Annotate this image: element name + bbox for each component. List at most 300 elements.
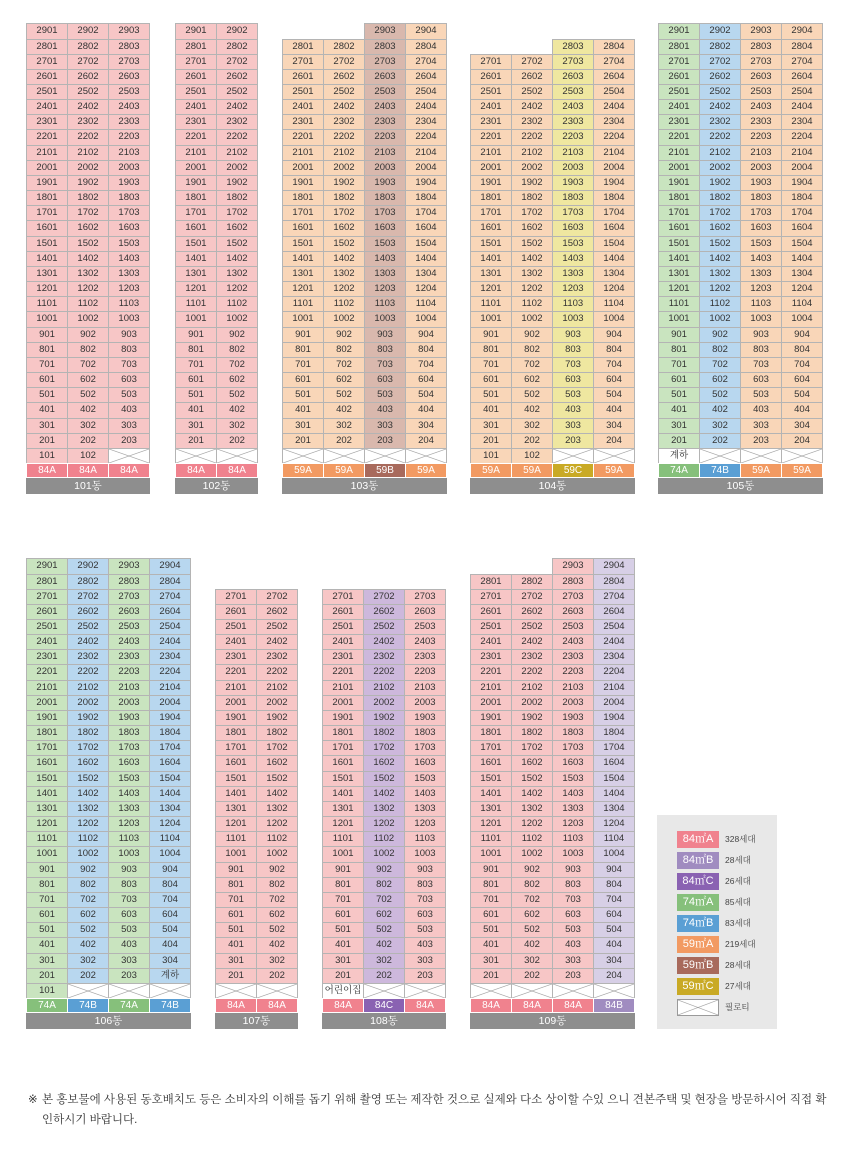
unit-cell: 802 — [67, 342, 109, 358]
unit-cell: 503 — [404, 922, 446, 938]
unit-cell: 1904 — [405, 175, 447, 191]
unit-cell: 1404 — [405, 251, 447, 267]
unit-cell: 403 — [552, 402, 594, 418]
unit-cell: 1701 — [282, 205, 324, 221]
unit-cell: 704 — [149, 892, 191, 908]
unit-cell: 403 — [552, 937, 594, 953]
unit-cell: 1803 — [552, 190, 594, 206]
unit-cell: 2501 — [26, 84, 68, 100]
unit-cell: 1202 — [67, 281, 109, 297]
unit-cell: 504 — [781, 387, 823, 403]
unit-cell: 2604 — [593, 604, 635, 620]
unit-cell: 2304 — [593, 114, 635, 130]
unit-cell: 2702 — [216, 54, 258, 70]
unit-cell: 2201 — [470, 664, 512, 680]
unit-cell: 2203 — [108, 129, 150, 145]
unit-cell: 1202 — [511, 816, 553, 832]
building-label: 109동 — [470, 1013, 635, 1029]
unit-cell: 904 — [593, 327, 635, 343]
unit-cell: 1702 — [67, 740, 109, 756]
unit-cell: 2302 — [216, 114, 258, 130]
unit-cell: 704 — [405, 357, 447, 373]
unit-cell: 2102 — [511, 680, 553, 696]
unit-cell: 2902 — [216, 23, 258, 39]
unit-cell: 2303 — [364, 114, 406, 130]
unit-cell: 2202 — [216, 129, 258, 145]
unit-cell: 2703 — [108, 54, 150, 70]
unit-cell: 703 — [404, 892, 446, 908]
unit-cell: 1101 — [26, 831, 68, 847]
unit-cell: 2301 — [282, 114, 324, 130]
unit-cell: 1704 — [149, 740, 191, 756]
unit-cell: 1703 — [108, 205, 150, 221]
unit-cell: 1903 — [740, 175, 782, 191]
unit-cell: 1101 — [658, 296, 700, 312]
unit-cell: 1602 — [511, 220, 553, 236]
unit-cell: 1504 — [593, 771, 635, 787]
unit-cell: 603 — [108, 372, 150, 388]
unit-cell: 2802 — [323, 39, 365, 55]
unit-cell: 1202 — [363, 816, 405, 832]
unit-cell: 2603 — [740, 69, 782, 85]
unit-cell: 2202 — [363, 664, 405, 680]
unit-cell: 2401 — [26, 634, 68, 650]
unit-cell: 2503 — [404, 619, 446, 635]
type-tag: 84A — [322, 998, 364, 1013]
piloti-cell — [363, 983, 405, 999]
unit-cell: 1003 — [364, 311, 406, 327]
unit-cell: 2703 — [404, 589, 446, 605]
unit-cell: 2703 — [552, 54, 594, 70]
unit-cell: 502 — [216, 387, 258, 403]
unit-cell: 801 — [322, 877, 364, 893]
unit-cell: 701 — [470, 892, 512, 908]
unit-cell: 301 — [470, 418, 512, 434]
unit-cell: 1002 — [323, 311, 365, 327]
unit-cell: 2301 — [322, 649, 364, 665]
type-tag: 84A — [552, 998, 594, 1013]
unit-cell: 302 — [699, 418, 741, 434]
unit-cell: 1604 — [781, 220, 823, 236]
unit-cell: 1601 — [282, 220, 324, 236]
unit-cell: 1803 — [404, 725, 446, 741]
type-tag: 74A — [108, 998, 150, 1013]
unit-cell: 2101 — [26, 680, 68, 696]
unit-cell: 203 — [364, 433, 406, 449]
unit-cell: 1703 — [108, 740, 150, 756]
unit-cell: 2601 — [658, 69, 700, 85]
unit-cell: 2102 — [67, 145, 109, 161]
unit-cell: 2601 — [470, 604, 512, 620]
unit-cell: 2102 — [323, 145, 365, 161]
unit-cell: 계하 — [658, 448, 700, 464]
unit-cell: 2701 — [470, 54, 512, 70]
unit-cell: 1902 — [67, 175, 109, 191]
unit-cell: 2303 — [108, 649, 150, 665]
unit-cell: 1702 — [363, 740, 405, 756]
unit-cell: 902 — [699, 327, 741, 343]
unit-cell: 1503 — [404, 771, 446, 787]
building-label: 108동 — [322, 1013, 446, 1029]
unit-cell: 1102 — [67, 831, 109, 847]
unit-cell: 2401 — [658, 99, 700, 115]
unit-cell: 1504 — [781, 236, 823, 252]
unit-cell: 2002 — [67, 160, 109, 176]
unit-cell: 502 — [67, 387, 109, 403]
unit-cell: 803 — [404, 877, 446, 893]
unit-cell: 502 — [511, 387, 553, 403]
unit-cell: 2003 — [108, 160, 150, 176]
unit-cell: 1101 — [470, 296, 512, 312]
unit-cell: 401 — [658, 402, 700, 418]
unit-cell: 601 — [658, 372, 700, 388]
unit-cell: 2203 — [552, 129, 594, 145]
unit-cell: 2403 — [552, 634, 594, 650]
legend-swatch: 59㎡B — [677, 957, 719, 974]
unit-cell: 2103 — [364, 145, 406, 161]
unit-cell: 1804 — [781, 190, 823, 206]
unit-cell: 2001 — [322, 695, 364, 711]
unit-cell: 402 — [67, 937, 109, 953]
unit-cell: 1501 — [658, 236, 700, 252]
unit-cell: 2204 — [149, 664, 191, 680]
unit-cell: 2102 — [256, 680, 298, 696]
unit-cell: 1403 — [364, 251, 406, 267]
unit-cell: 102 — [67, 448, 109, 464]
unit-cell: 2303 — [552, 114, 594, 130]
unit-cell: 2804 — [593, 39, 635, 55]
unit-cell: 201 — [282, 433, 324, 449]
unit-cell: 1901 — [322, 710, 364, 726]
unit-cell: 1101 — [470, 831, 512, 847]
unit-cell: 1802 — [256, 725, 298, 741]
unit-cell: 1004 — [405, 311, 447, 327]
unit-cell: 404 — [593, 402, 635, 418]
unit-cell: 901 — [658, 327, 700, 343]
unit-cell: 2001 — [175, 160, 217, 176]
unit-cell: 1603 — [552, 755, 594, 771]
unit-cell: 1901 — [175, 175, 217, 191]
unit-cell: 1601 — [322, 755, 364, 771]
unit-cell: 1201 — [26, 281, 68, 297]
unit-cell: 2104 — [149, 680, 191, 696]
unit-cell: 1901 — [470, 175, 512, 191]
unit-cell: 2004 — [593, 695, 635, 711]
unit-cell: 1801 — [658, 190, 700, 206]
unit-cell: 702 — [256, 892, 298, 908]
unit-cell: 2302 — [323, 114, 365, 130]
unit-cell: 1401 — [658, 251, 700, 267]
unit-cell: 2402 — [511, 634, 553, 650]
unit-cell: 1301 — [470, 266, 512, 282]
unit-cell: 903 — [108, 862, 150, 878]
notice-mark: ※ — [28, 1094, 38, 1106]
unit-cell: 2401 — [470, 99, 512, 115]
unit-cell: 203 — [108, 968, 150, 984]
unit-cell: 2401 — [26, 99, 68, 115]
unit-cell: 502 — [256, 922, 298, 938]
unit-cell: 1802 — [699, 190, 741, 206]
unit-cell: 804 — [781, 342, 823, 358]
unit-cell: 901 — [26, 327, 68, 343]
legend-swatch: 84㎡A — [677, 831, 719, 848]
unit-cell: 1301 — [175, 266, 217, 282]
unit-cell: 1302 — [323, 266, 365, 282]
piloti-cell — [404, 983, 446, 999]
unit-cell: 2502 — [323, 84, 365, 100]
unit-cell: 2602 — [216, 69, 258, 85]
unit-cell: 702 — [67, 357, 109, 373]
unit-cell: 502 — [323, 387, 365, 403]
unit-cell: 2704 — [149, 589, 191, 605]
unit-cell: 2802 — [699, 39, 741, 55]
unit-cell: 2902 — [67, 558, 109, 574]
legend-count: 219세대 — [725, 939, 756, 949]
unit-cell: 2604 — [405, 69, 447, 85]
unit-cell: 304 — [405, 418, 447, 434]
unit-cell: 2302 — [511, 649, 553, 665]
unit-cell: 704 — [593, 357, 635, 373]
unit-cell: 2702 — [699, 54, 741, 70]
unit-cell: 303 — [552, 953, 594, 969]
unit-cell: 601 — [215, 907, 257, 923]
unit-cell: 2303 — [108, 114, 150, 130]
unit-cell: 2703 — [364, 54, 406, 70]
piloti-cell — [552, 983, 594, 999]
unit-cell: 404 — [593, 937, 635, 953]
unit-cell: 702 — [699, 357, 741, 373]
unit-cell: 1101 — [282, 296, 324, 312]
unit-cell: 502 — [699, 387, 741, 403]
unit-cell: 2803 — [552, 39, 594, 55]
unit-cell: 2103 — [108, 680, 150, 696]
unit-cell: 601 — [26, 907, 68, 923]
unit-cell: 1001 — [26, 846, 68, 862]
unit-cell: 2201 — [658, 129, 700, 145]
unit-cell: 2204 — [593, 664, 635, 680]
legend-piloti-swatch — [677, 999, 719, 1016]
unit-cell: 1902 — [511, 175, 553, 191]
unit-cell: 1001 — [282, 311, 324, 327]
unit-cell: 2201 — [470, 129, 512, 145]
unit-cell: 1203 — [364, 281, 406, 297]
unit-cell: 1602 — [67, 755, 109, 771]
unit-cell: 1801 — [470, 190, 512, 206]
unit-cell: 1201 — [26, 816, 68, 832]
unit-cell: 2301 — [658, 114, 700, 130]
unit-cell: 1502 — [511, 771, 553, 787]
unit-cell: 1401 — [215, 786, 257, 802]
legend — [657, 815, 777, 1029]
unit-cell: 1804 — [593, 190, 635, 206]
type-tag: 59B — [364, 463, 406, 478]
unit-cell: 1104 — [149, 831, 191, 847]
unit-cell: 1502 — [67, 771, 109, 787]
unit-cell: 602 — [363, 907, 405, 923]
unit-cell: 1203 — [740, 281, 782, 297]
unit-cell: 2102 — [216, 145, 258, 161]
unit-cell: 303 — [552, 418, 594, 434]
building-label: 106동 — [26, 1013, 191, 1029]
unit-cell: 1703 — [552, 205, 594, 221]
unit-cell: 802 — [511, 877, 553, 893]
type-tag: 84A — [175, 463, 217, 478]
unit-cell: 1804 — [149, 725, 191, 741]
unit-cell: 2803 — [108, 574, 150, 590]
unit-cell: 1004 — [593, 846, 635, 862]
unit-cell: 1602 — [699, 220, 741, 236]
unit-cell: 2302 — [67, 114, 109, 130]
unit-cell: 803 — [108, 877, 150, 893]
unit-cell: 2103 — [552, 680, 594, 696]
piloti-cell — [511, 983, 553, 999]
unit-cell: 1603 — [108, 755, 150, 771]
unit-cell: 1003 — [108, 846, 150, 862]
unit-cell: 2304 — [781, 114, 823, 130]
unit-cell: 1204 — [405, 281, 447, 297]
unit-cell: 2802 — [511, 574, 553, 590]
unit-cell: 401 — [322, 937, 364, 953]
unit-cell: 2504 — [593, 619, 635, 635]
unit-cell: 1502 — [256, 771, 298, 787]
unit-cell: 2301 — [470, 649, 512, 665]
piloti-cell — [175, 448, 217, 464]
unit-cell: 1901 — [26, 710, 68, 726]
unit-cell: 1402 — [699, 251, 741, 267]
unit-cell: 2801 — [26, 39, 68, 55]
unit-cell: 2204 — [405, 129, 447, 145]
unit-cell: 2503 — [364, 84, 406, 100]
piloti-cell — [593, 983, 635, 999]
unit-cell: 804 — [593, 877, 635, 893]
unit-cell: 2404 — [593, 99, 635, 115]
unit-cell: 1802 — [323, 190, 365, 206]
unit-cell: 402 — [699, 402, 741, 418]
unit-cell: 2701 — [26, 589, 68, 605]
unit-cell: 1402 — [323, 251, 365, 267]
unit-cell: 604 — [781, 372, 823, 388]
unit-cell: 2101 — [658, 145, 700, 161]
unit-cell: 1601 — [470, 220, 512, 236]
unit-cell: 2403 — [404, 634, 446, 650]
unit-cell: 2903 — [364, 23, 406, 39]
unit-cell: 2703 — [108, 589, 150, 605]
unit-cell: 2302 — [699, 114, 741, 130]
unit-cell: 703 — [108, 892, 150, 908]
unit-cell: 404 — [405, 402, 447, 418]
unit-cell: 1901 — [26, 175, 68, 191]
unit-cell: 2702 — [67, 589, 109, 605]
unit-cell: 1501 — [26, 771, 68, 787]
unit-cell: 2003 — [108, 695, 150, 711]
unit-cell: 204 — [593, 968, 635, 984]
unit-cell: 403 — [404, 937, 446, 953]
unit-cell: 204 — [405, 433, 447, 449]
unit-cell: 202 — [256, 968, 298, 984]
unit-cell: 1701 — [26, 740, 68, 756]
unit-cell: 901 — [470, 862, 512, 878]
unit-cell: 2603 — [364, 69, 406, 85]
unit-cell: 1103 — [108, 296, 150, 312]
unit-cell: 1701 — [215, 740, 257, 756]
unit-cell: 703 — [552, 892, 594, 908]
unit-cell: 1702 — [511, 205, 553, 221]
building-label: 105동 — [658, 478, 823, 494]
unit-cell: 1401 — [470, 251, 512, 267]
unit-cell: 901 — [215, 862, 257, 878]
unit-cell: 603 — [364, 372, 406, 388]
unit-cell: 902 — [67, 327, 109, 343]
unit-cell: 804 — [405, 342, 447, 358]
unit-cell: 601 — [470, 907, 512, 923]
unit-cell: 2903 — [108, 23, 150, 39]
unit-cell: 601 — [282, 372, 324, 388]
unit-cell: 1704 — [593, 740, 635, 756]
unit-cell: 2202 — [67, 664, 109, 680]
unit-cell: 703 — [552, 357, 594, 373]
unit-cell: 2001 — [658, 160, 700, 176]
unit-cell: 2101 — [470, 145, 512, 161]
unit-cell: 2904 — [781, 23, 823, 39]
unit-cell: 1001 — [215, 846, 257, 862]
unit-cell: 1303 — [740, 266, 782, 282]
unit-cell: 1603 — [552, 220, 594, 236]
unit-cell: 801 — [282, 342, 324, 358]
type-tag: 84A — [256, 998, 298, 1013]
unit-cell: 203 — [108, 433, 150, 449]
unit-cell: 1902 — [323, 175, 365, 191]
unit-cell: 2603 — [404, 604, 446, 620]
unit-cell: 2404 — [405, 99, 447, 115]
unit-cell: 302 — [511, 953, 553, 969]
unit-cell: 2604 — [593, 69, 635, 85]
unit-cell: 1301 — [322, 801, 364, 817]
unit-cell: 501 — [26, 387, 68, 403]
unit-cell: 803 — [364, 342, 406, 358]
unit-cell: 1203 — [108, 281, 150, 297]
unit-cell: 802 — [323, 342, 365, 358]
unit-cell: 1201 — [470, 281, 512, 297]
unit-cell: 1201 — [282, 281, 324, 297]
building-label: 104동 — [470, 478, 635, 494]
unit-cell: 2701 — [658, 54, 700, 70]
unit-cell: 903 — [552, 862, 594, 878]
unit-cell: 2303 — [740, 114, 782, 130]
unit-cell: 1203 — [552, 281, 594, 297]
unit-cell: 1404 — [593, 786, 635, 802]
unit-cell: 304 — [593, 953, 635, 969]
type-tag: 84A — [216, 463, 258, 478]
unit-cell: 1901 — [470, 710, 512, 726]
building-label: 101동 — [26, 478, 150, 494]
unit-cell: 1804 — [405, 190, 447, 206]
type-tag: 84B — [593, 998, 635, 1013]
unit-cell: 2401 — [282, 99, 324, 115]
unit-cell: 1501 — [282, 236, 324, 252]
unit-cell: 902 — [323, 327, 365, 343]
unit-cell: 804 — [149, 877, 191, 893]
unit-cell: 2504 — [149, 619, 191, 635]
unit-cell: 1803 — [740, 190, 782, 206]
unit-cell: 702 — [511, 892, 553, 908]
unit-cell: 2903 — [108, 558, 150, 574]
unit-cell: 1104 — [405, 296, 447, 312]
unit-cell: 1101 — [215, 831, 257, 847]
unit-cell: 2203 — [364, 129, 406, 145]
unit-cell: 1502 — [699, 236, 741, 252]
unit-cell: 1502 — [363, 771, 405, 787]
piloti-cell — [108, 448, 150, 464]
